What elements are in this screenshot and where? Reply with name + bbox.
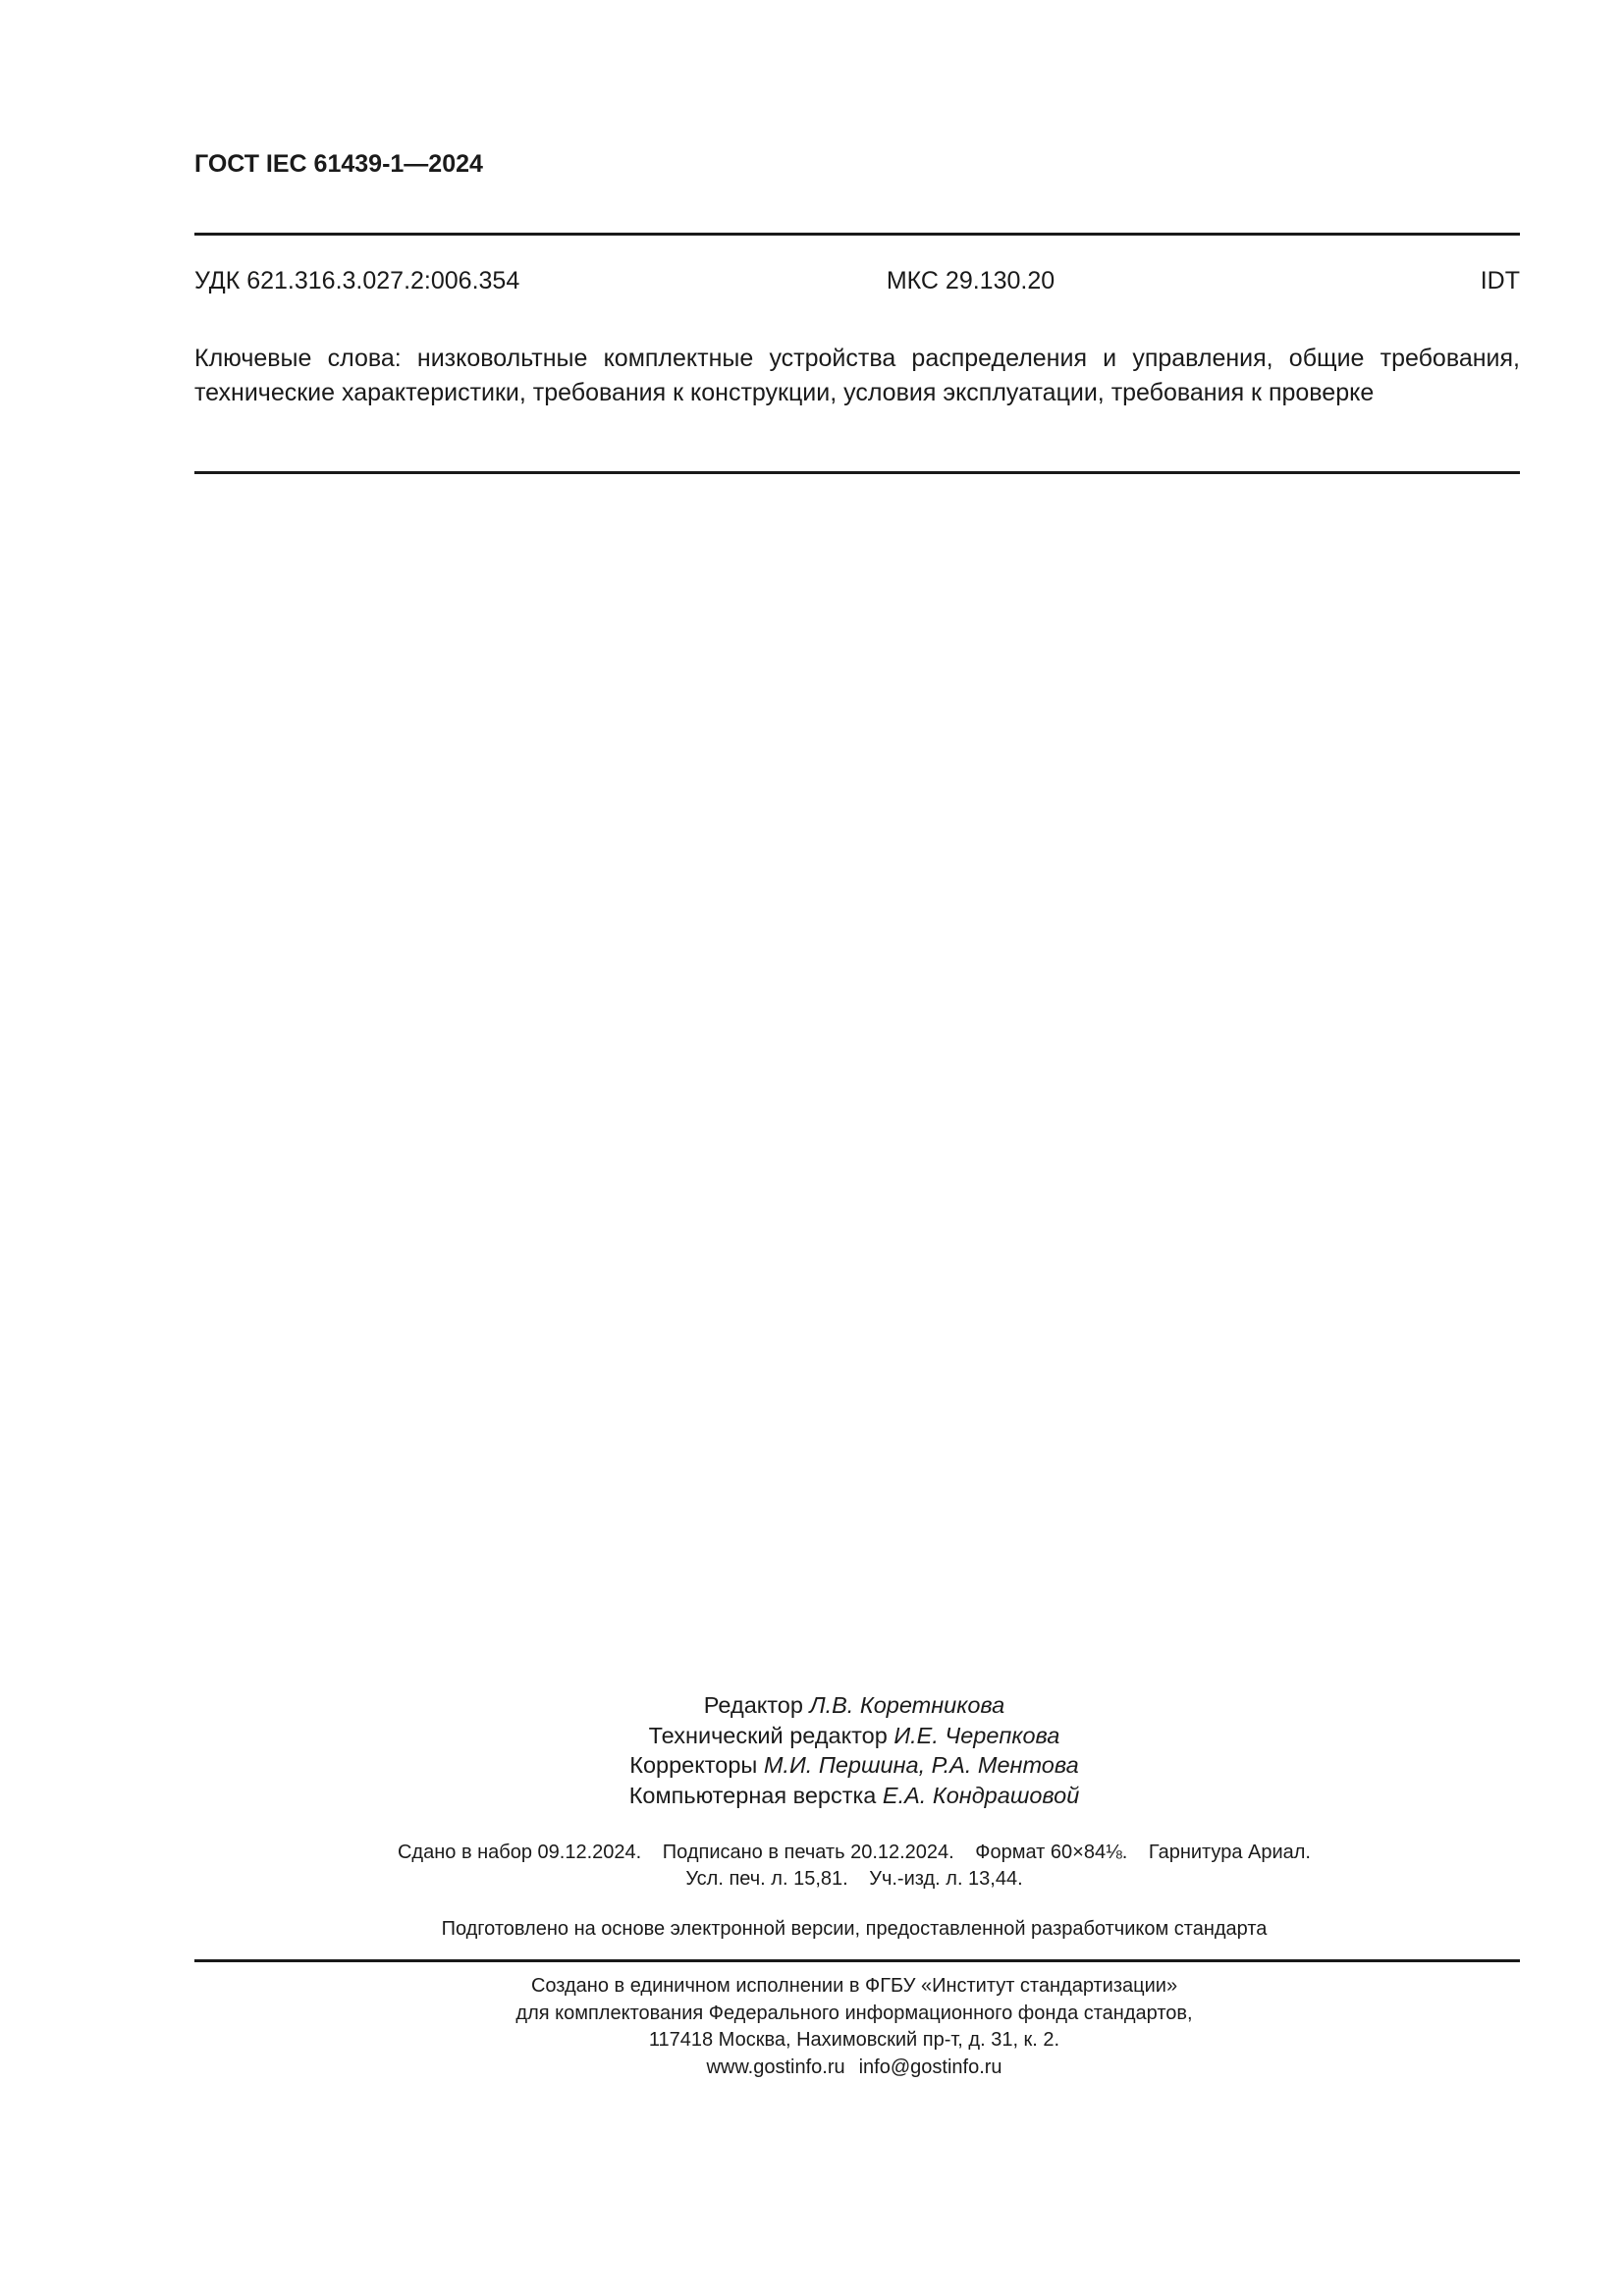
- divider-keywords: [194, 471, 1520, 474]
- signed: Подписано в печать 20.12.2024.: [662, 1842, 954, 1863]
- credit-editor: Редактор Л.В. Коретникова: [703, 1692, 1005, 1718]
- print-info: [0, 1840, 1624, 1893]
- equivalence-code: IDT: [1480, 267, 1520, 294]
- keywords: Ключевые слова: низковольтные комплектные устройства распределения и управления, общие требования, технические характеристики, требования к конструкции, условия эксплуатации, требования к проверке: [194, 345, 1520, 406]
- website-link[interactable]: www.gostinfo.ru: [706, 2056, 845, 2078]
- typeface: Гарнитура Ариал.: [1148, 1842, 1311, 1863]
- udk-code: УДК 621.316.3.027.2:006.354: [194, 267, 520, 294]
- created-info: [0, 1973, 1624, 2081]
- credits: [0, 1690, 1624, 1810]
- divider-top: [194, 233, 1520, 236]
- address: 117418 Москва, Нахимовский пр-т, д. 31, к. 2.: [648, 2029, 1060, 2051]
- email-link[interactable]: info@gostinfo.ru: [858, 2056, 1002, 2078]
- created-line1: Создано в единичном исполнении в ФГБУ «Институт стандартизации»: [530, 1975, 1178, 1997]
- submitted: Сдано в набор 09.12.2024.: [397, 1842, 642, 1863]
- credit-layout: Компьютерная верстка Е.А. Кондрашовой: [628, 1782, 1080, 1808]
- credit-proofreaders: Корректоры М.И. Першина, Р.А. Ментова: [629, 1752, 1079, 1778]
- format: Формат 60×84⅛.: [975, 1842, 1128, 1863]
- divider-bottom: [194, 1959, 1520, 1962]
- created-line2: для комплектования Федерального информационного фонда стандартов,: [515, 2002, 1193, 2024]
- prepared-note: Подготовлено на основе электронной версии, предоставленной разработчиком стандарта: [441, 1918, 1268, 1940]
- classification-row: [194, 267, 1520, 295]
- mks-code: МКС 29.130.20: [886, 267, 1056, 294]
- print-sheets: Усл. печ. л. 15,81.: [685, 1868, 848, 1890]
- credit-tech-editor: Технический редактор И.Е. Черепкова: [648, 1722, 1060, 1748]
- standard-code: ГОСТ IEC 61439-1—2024: [194, 150, 483, 178]
- publisher-sheets: Уч.-изд. л. 13,44.: [869, 1868, 1023, 1890]
